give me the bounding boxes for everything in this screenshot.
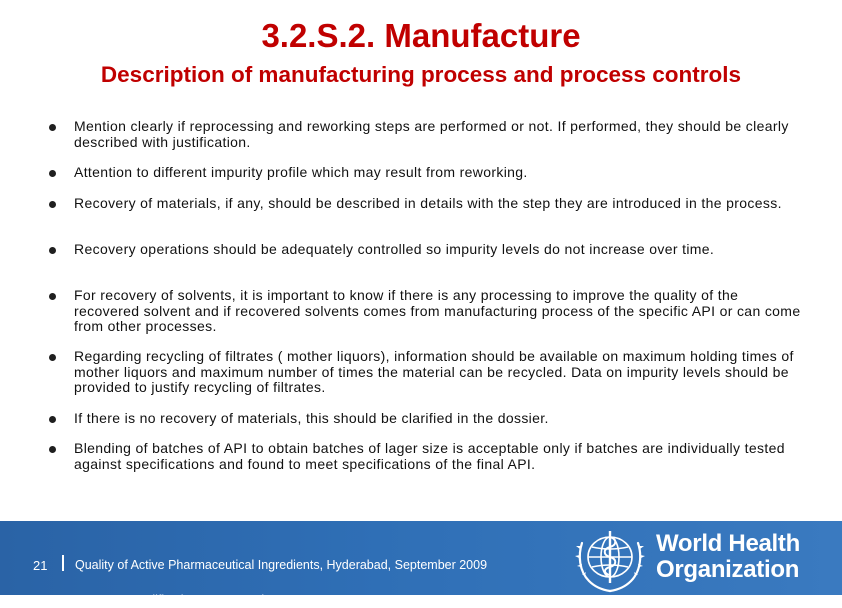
bullet-text: Regarding recycling of filtrates ( mother liquors), information should be available on maximum holding times of mother liquors and maximum number of times the material can be recycled. Data on impurity levels should be provided to justify recycling of filtrates. <box>74 348 794 395</box>
bullet-marker <box>49 247 56 254</box>
bullet-marker <box>49 416 56 423</box>
bullet-marker <box>49 446 56 453</box>
organization-name <box>656 531 800 583</box>
bullet-marker <box>49 354 56 361</box>
who-emblem-icon <box>573 525 647 595</box>
page-number: 21 <box>33 558 48 573</box>
bullet-text: Recovery of materials, if any, should be described in details with the step they are introduced in the process. <box>74 195 782 211</box>
slide-subtitle: Description of manufacturing process and process controls <box>100 62 742 87</box>
bullet-text: Recovery operations should be adequately controlled so impurity levels do not increase over time. <box>74 241 715 257</box>
bullet-marker <box>49 293 56 300</box>
organization-name-line1: World Health <box>656 530 800 557</box>
bullet-text: For recovery of solvents, it is important to know if there is any processing to improve the quality of the recovered solvent and if recovered solvents comes from manufacturing process of the specific API or can come from other processes. <box>74 287 801 334</box>
bullet-text: If there is no recovery of materials, this should be clarified in the dossier. <box>74 410 549 426</box>
footer-trailing-text: WHO Prequalification - API Requirements - Mars <box>78 593 349 607</box>
bullet-marker <box>49 170 56 177</box>
slide-title: 3.2.S.2. Manufacture <box>261 17 581 54</box>
footer-separator <box>62 555 64 571</box>
footer-caption: Quality of Active Pharmaceutical Ingredients, Hyderabad, September 2009 <box>75 558 488 572</box>
organization-name-line2: Organization <box>656 556 800 583</box>
bullet-marker <box>49 201 56 208</box>
bullet-text: Blending of batches of API to obtain batches of lager size is acceptable only if batches are individually tested against specifications and found to meet specifications of the final API. <box>74 440 785 472</box>
bullet-text: Mention clearly if reprocessing and reworking steps are performed or not. If performed, they should be clearly described with justification. <box>74 118 789 150</box>
bullet-text: Attention to different impurity profile which may result from reworking. <box>74 164 528 180</box>
footer-bar <box>0 521 842 607</box>
bullet-marker <box>49 124 56 131</box>
